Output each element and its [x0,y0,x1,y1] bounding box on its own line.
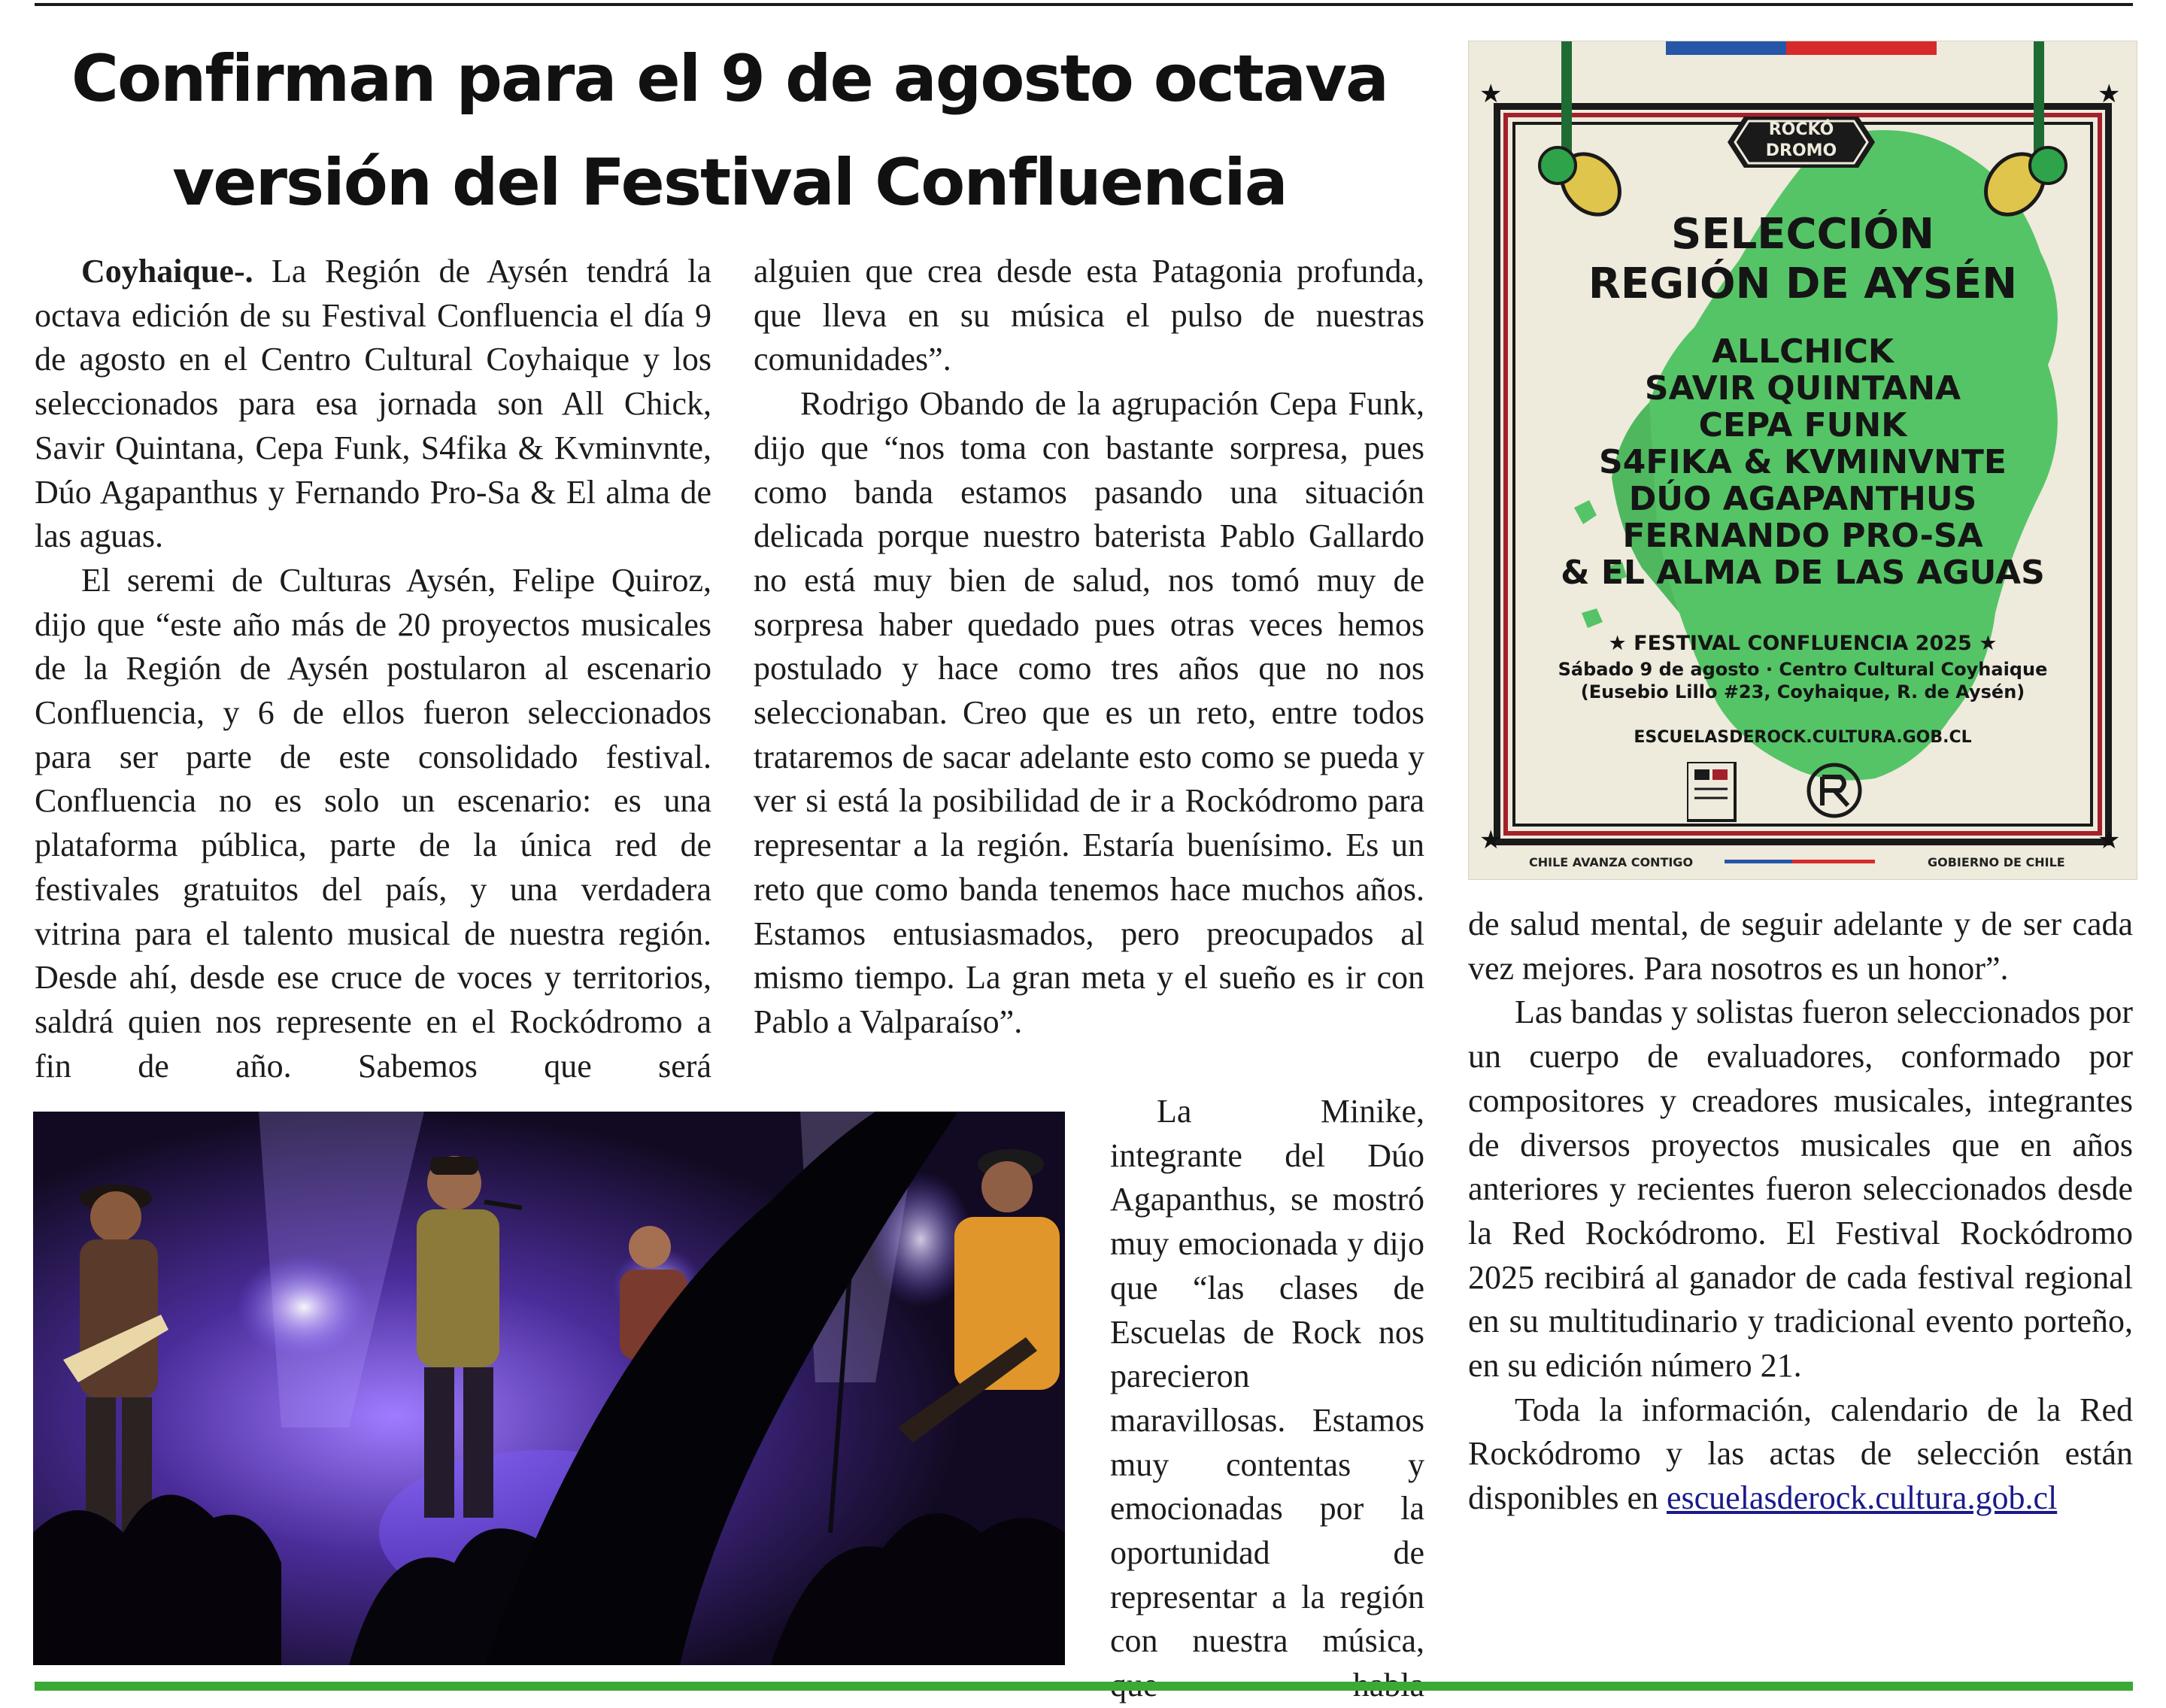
quote-paragraph-end: de salud mental, de seguir adelante y de ser cada vez mejores. Para nosotros es un honor”. [1468,906,2133,987]
quote-paragraph-minike: La Minike, integrante del Dúo Agapanthus, se mostró muy emocionada y dijo que “las clases de Escuelas de Rock nos parecieron maravillosas. Estamos muy contentas y emocionadas por la oportunidad de representar a la región con nuestra música, [1110,1093,1424,1660]
dateline: Coyhaique-. [81,253,253,290]
badge-line-1: ROCKÓ [1768,120,1834,139]
website-link[interactable]: escuelasderock.cultura.gob.cl [1666,1479,2058,1517]
poster-band-1: ALLCHICK [1712,332,1894,371]
poster-band-4: S4FIKA & KVMINVNTE [1599,443,2007,481]
article-column-2 [754,250,1424,1045]
footer-stripe-red [1792,860,1875,863]
article-column-2-narrow [1110,1090,1424,1708]
poster-festival-name: ★ FESTIVAL CONFLUENCIA 2025 ★ [1608,632,1998,655]
rockodromo-logo [1728,111,1875,174]
poster-url: ESCUELASDEROCK.CULTURA.GOB.CL [1634,728,1972,747]
poster-address: (Eusebio Lillo #23, Coyhaique, R. de Aysén) [1580,681,2025,702]
article-headline: Confirman para el 9 de agosto octava versión del Festival Confluencia [71,41,1388,220]
badge-line-2: DROMO [1765,141,1837,160]
paragraph-evaluators: Las bandas y solistas fueron seleccionados por un cuerpo de evaluadores, conformado por compositores y creadores musicales, integrantes de diversos proyectos musicales que en años anteriores y recientes fueron seleccionados desde la Red Rockódromo. El Festival Rockódromo 2025 recibirá al ganador de cada festival regional en su multitudinario y tradicional evento porteño, en su edición número 21. [1468,994,2133,1385]
lead-text: La Región de Aysén tendrá la octava edición de su Festival Confluencia el día 9 de agosto en el Centro Cultural Coyhaique y los seleccionados para esa jornada son All Chick, Savir Quintana, Cepa Funk, S4fika & Kvminvnte, Dúo Agapanthus y Fernando Pro-Sa & El alma de las aguas. [35,253,711,555]
concert-photo [33,1112,1065,1665]
lead-paragraph [35,250,711,559]
poster-heading-2: REGIÓN DE AYSÉN [1588,259,2018,308]
sponsor-logos [1687,762,1920,830]
article-column-3 [1468,903,2133,1521]
poster-band-5: DÚO AGAPANTHUS [1628,480,1977,518]
concert-photo-image [33,1112,1065,1665]
star-icon-top-left: ★ [1479,80,1503,108]
article-column-1 [35,250,711,1088]
footer-stripe-blue [1725,860,1792,863]
poster-band-6: FERNANDO PRO-SA [1622,517,1983,555]
poster-band-3: CEPA FUNK [1698,406,1907,444]
paragraph-info [1468,1388,2133,1521]
poster-date-venue: Sábado 9 de agosto · Centro Cultural Coyhaique [1558,659,2048,680]
quote-paragraph-obando: Rodrigo Obando de la agrupación Cepa Funk, dijo que “nos toma con bastante sorpresa, pues como banda estamos pasando una situación delicada porque nuestro baterista Pablo Gallardo no está muy bien de salud, nos tomó muy de sorpresa haber quedado pues otras veces hemos postulado y hace como tres años que no nos seleccionaban. Creo que es un reto, entre todos trataremos de sacar adelante esto como se pueda y ver si está la posibilidad de ir a Rockódromo para representar a la región. Estaría buenísimo. Es un reto que como banda tenemos hace muchos años. Estamos entusiasmados, pero preocupados al mismo tiempo. La gran meta y el sueño es ir con Pablo a Valparaíso”. [754,385,1424,1040]
poster-band-7: & EL ALMA DE LAS AGUAS [1561,554,2045,592]
info-text: Toda la información, calendario de la Red Rockódromo y las actas de selección están disponibles en [1468,1391,2133,1517]
festival-poster [1468,41,2137,880]
poster-footer-left: CHILE AVANZA CONTIGO [1529,855,1694,869]
bottom-rule [35,1682,2133,1691]
star-icon-top-right: ★ [2098,80,2121,108]
star-icon-bottom-left: ★ [1479,827,1503,854]
poster-band-2: SAVIR QUINTANA [1644,369,1961,408]
top-rule [35,3,2133,6]
poster-heading-1: SELECCIÓN [1670,210,1935,259]
poster-footer-right: GOBIERNO DE CHILE [1928,855,2065,869]
quote-paragraph-continuation: alguien que crea desde esta Patagonia profunda, que lleva en su música el pulso de nuestras comunidades”. [754,253,1424,378]
star-icon-bottom-right: ★ [2098,827,2121,854]
quote-paragraph-seremi: El seremi de Culturas Aysén, Felipe Quiroz, dijo que “este año más de 20 proyectos musicales de la Región de Aysén postularon al escenario Confluencia, y 6 de ellos fueron seleccionados para ser parte de este consolidado festival. Confluencia no es solo un escenario: es una plataforma pública, parte de la única red de festivales gratuitos del país, y una verdadera vitrina para el talento musical de nuestra región. Desde ahí, desde ese cruce de voces y territorios, saldrá quien nos represente en el Rockódromo a fin de año. Sabemos que será [35,561,711,1085]
